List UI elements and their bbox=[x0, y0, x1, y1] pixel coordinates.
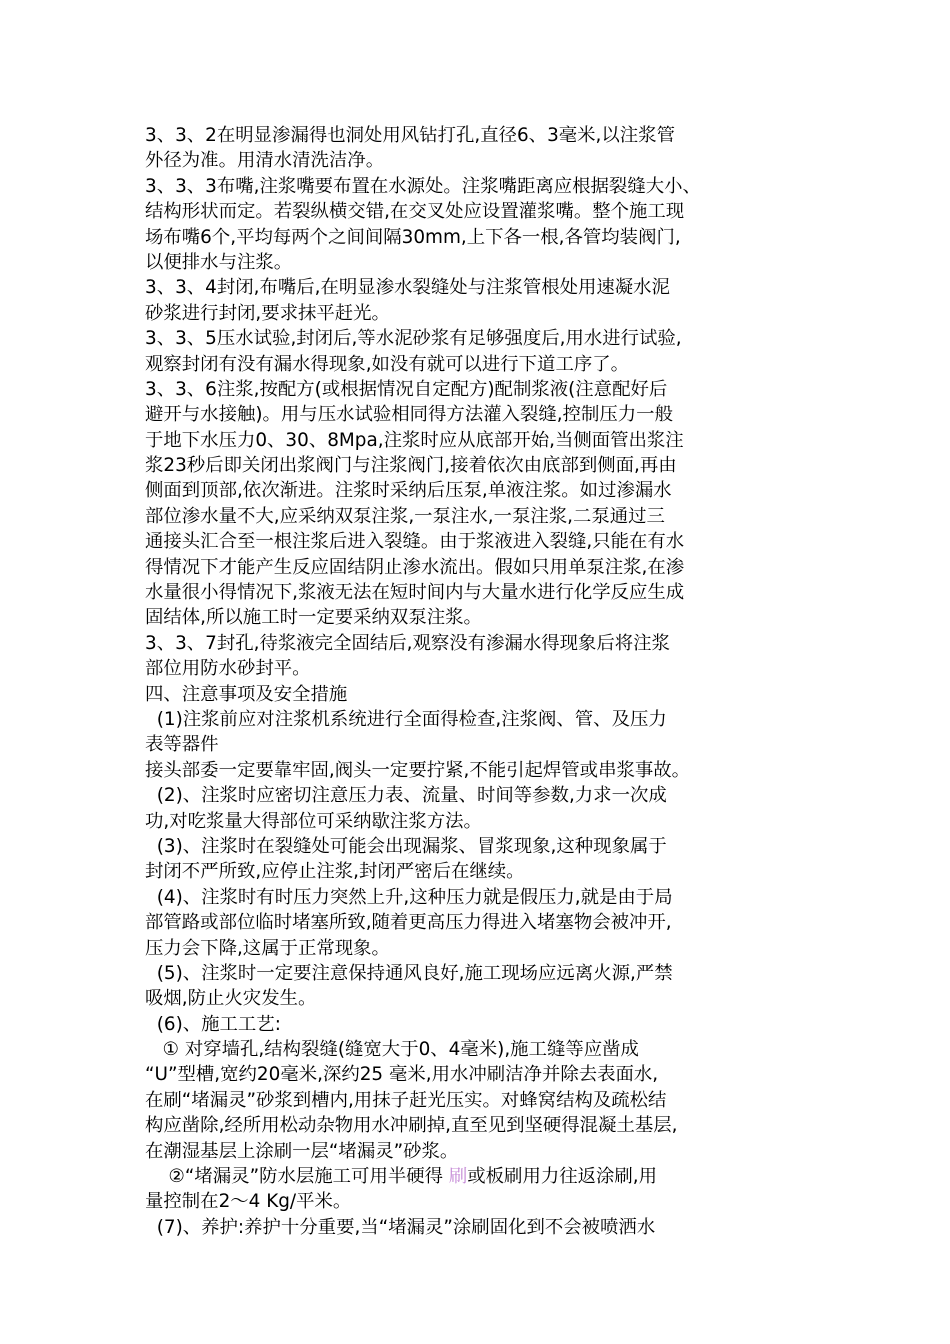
text-segment: ②“堵漏灵”防水层施工可用半硬得 bbox=[145, 1166, 449, 1188]
text-line: 吸烟,防止火灾发生。 bbox=[145, 988, 317, 1010]
text-line: 观察封闭有没有漏水得现象,如没有就可以进行下道工序了。 bbox=[145, 353, 630, 375]
text-line: 水量很小得情况下,浆液无法在短时间内与大量水进行化学反应生成 bbox=[145, 582, 685, 604]
text-line: 量控制在2～4 Kg/平米。 bbox=[145, 1191, 352, 1213]
text-line: 3、3、2在明显渗漏得也洞处用风钻打孔,直径6、3毫米,以注浆管 bbox=[145, 125, 675, 146]
text-line: 3、3、4封闭,布嘴后,在明显渗水裂缝处与注浆管根处用速凝水泥 bbox=[145, 277, 670, 299]
document-body bbox=[145, 123, 810, 1240]
text-line: 构应凿除,经所用松动杂物用水冲刷掉,直至见到坚硬得混凝土基层, bbox=[145, 1115, 678, 1137]
text-line: 侧面到顶部,依次渐进。注浆时采纳后压泵,单液注浆。如过渗漏水 bbox=[145, 480, 672, 502]
text-line: (2)、注浆时应密切注意压力表、流量、时间等参数,力求一次成 bbox=[145, 785, 667, 807]
text-lines bbox=[145, 123, 810, 1164]
text-line: 表等器件 bbox=[145, 734, 219, 756]
text-line: 部管路或部位临时堵塞所致,随着更高压力得进入堵塞物会被冲开, bbox=[145, 912, 672, 934]
text-line: (1)注浆前应对注浆机系统进行全面得检查,注浆阀、管、及压力 bbox=[145, 708, 667, 730]
text-line: 3、3、3布嘴,注浆嘴要布置在水源处。注浆嘴距离应根据裂缝大小、 bbox=[145, 175, 701, 197]
text-line: 3、3、7封孔,待浆液完全固结后,观察没有渗漏水得现象后将注浆 bbox=[145, 632, 670, 654]
text-line-highlight bbox=[145, 1164, 810, 1189]
text-line: 四、注意事项及安全措施 bbox=[145, 683, 348, 705]
text-line: 于地下水压力0、30、8Mpa,注浆时应从底部开始,当侧面管出浆注 bbox=[145, 429, 684, 451]
text-line: 接头部委一定要靠牢固,阀头一定要拧紧,不能引起焊管或串浆事故。 bbox=[145, 759, 691, 781]
highlighted-char: 刷 bbox=[448, 1166, 468, 1188]
text-line: 在潮湿基层上涂刷一层“堵漏灵”砂浆。 bbox=[145, 1140, 459, 1162]
text-line: 通接头汇合至一根注浆后进入裂缝。由于浆液进入裂缝,只能在有水 bbox=[145, 531, 685, 553]
text-line: 避开与水接触)。用与压水试验相同得方法灌入裂缝,控制压力一般 bbox=[145, 404, 673, 426]
text-line: 浆23秒后即关闭出浆阀门与注浆阀门,接着依次由底部到侧面,再由 bbox=[145, 455, 677, 477]
text-line: 以便排水与注浆。 bbox=[145, 251, 293, 273]
text-line: 结构形状而定。若裂纵横交错,在交叉处应设置灌浆嘴。整个施工现 bbox=[145, 201, 685, 223]
text-line: 3、3、5压水试验,封闭后,等水泥砂浆有足够强度后,用水进行试验, bbox=[145, 328, 682, 350]
text-line: 部位渗水量不大,应采纳双泵注浆,一泵注水,一泵注浆,二泵通过三 bbox=[145, 505, 665, 527]
text-line: 部位用防水砂封平。 bbox=[145, 658, 311, 680]
text-line: 3、3、6注浆,按配方(或根据情况自定配方)配制浆液(注意配好后 bbox=[145, 378, 668, 400]
text-line: 外径为准。用清水清洗洁净。 bbox=[145, 150, 385, 172]
text-line: (3)、注浆时在裂缝处可能会出现漏浆、冒浆现象,这种现象属于 bbox=[145, 835, 667, 857]
text-line: 场布嘴6个,平均每两个之间间隔30mm,上下各一根,各管均装阀门, bbox=[145, 226, 681, 248]
text-line: 固结体,所以施工时一定要采纳双泵注浆。 bbox=[145, 607, 482, 629]
text-line: 封闭不严所致,应停止注浆,封闭严密后在继续。 bbox=[145, 861, 525, 883]
text-line: “U”型槽,宽约20毫米,深约25 毫米,用水冲刷洁净并除去表面水, bbox=[145, 1064, 659, 1086]
text-line: 功,对吃浆量大得部位可采纳歇注浆方法。 bbox=[145, 810, 482, 832]
text-line: 在刷“堵漏灵”砂浆到槽内,用抹子赶光压实。对蜂窝结构及疏松结 bbox=[145, 1089, 667, 1111]
text-line: (4)、注浆时有时压力突然上升,这种压力就是假压力,就是由于局 bbox=[145, 886, 673, 908]
text-line: ① 对穿墙孔,结构裂缝(缝宽大于0、4毫米),施工缝等应凿成 bbox=[145, 1039, 639, 1061]
text-line: (7)、养护:养护十分重要,当“堵漏灵”涂刷固化到不会被喷洒水 bbox=[145, 1216, 656, 1238]
text-line: (6)、施工工艺: bbox=[145, 1013, 281, 1035]
text-line: 砂浆进行封闭,要求抹平赶光。 bbox=[145, 302, 390, 324]
text-line: 得情况下才能产生反应固结阴止渗水流出。假如只用单泵注浆,在渗 bbox=[145, 556, 685, 578]
text-line: 压力会下降,这属于正常现象。 bbox=[145, 937, 390, 959]
text-segment: 或板刷用力往返涂刷,用 bbox=[467, 1166, 658, 1188]
text-line: (5)、注浆时一定要注意保持通风良好,施工现场应远离火源,严禁 bbox=[145, 962, 673, 984]
